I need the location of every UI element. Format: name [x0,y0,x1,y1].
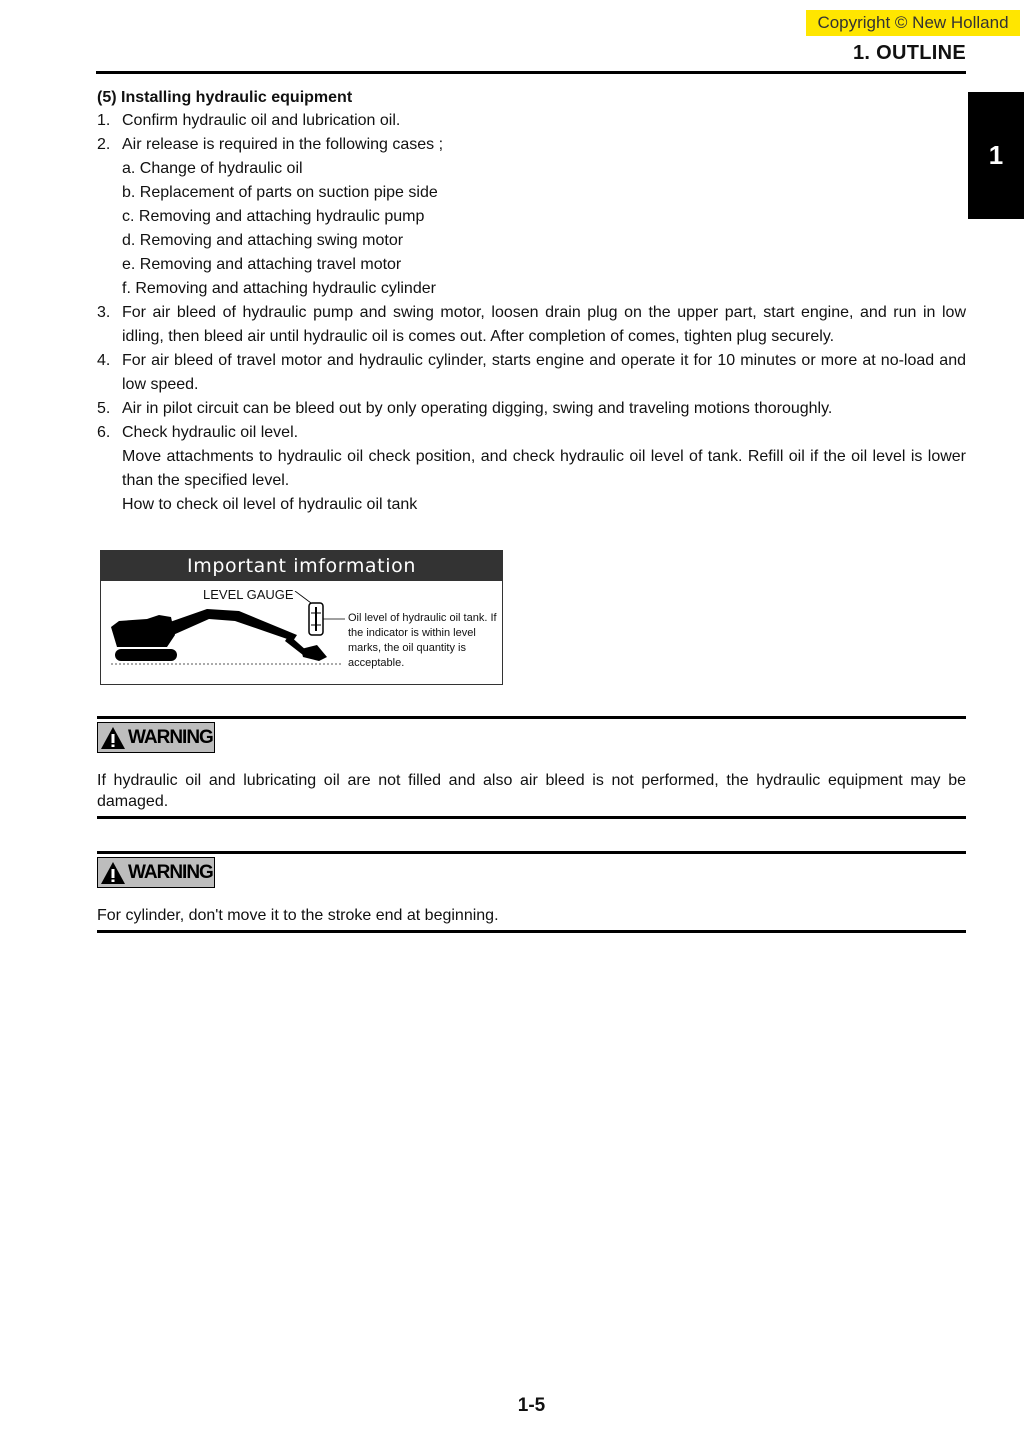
procedure-heading: (5) Installing hydraulic equipment [97,89,353,106]
case-item: e. Removing and attaching travel motor [122,256,402,273]
warning-triangle-icon [100,861,126,885]
warning-block-1 [97,716,966,819]
chapter-tab: 1 [968,92,1024,219]
case-item: d. Removing and attaching swing motor [122,232,404,249]
step-number: 1. [97,112,111,129]
step-number: 5. [97,400,111,417]
step-text: Confirm hydraulic oil and lubrication oil. [122,112,401,129]
step-5 [97,397,966,421]
warning-label: WARNING [128,726,213,748]
warning-bottom-rule [97,816,966,819]
step-number: 2. [97,136,111,153]
step-1 [97,109,966,133]
case-item: c. Removing and attaching hydraulic pump [122,208,425,225]
section-header: 1. OUTLINE [852,42,966,64]
warning-text: For cylinder, don't move it to the stroke end at beginning. [97,907,499,924]
step-4 [97,349,966,397]
procedure-content [97,88,966,517]
level-gauge-description: Oil level of hydraulic oil tank. If the indicator is within level marks, the oil quantity is acceptable. [348,612,497,669]
case-item: f. Removing and attaching hydraulic cylinder [122,280,436,297]
case-item: a. Change of hydraulic oil [122,160,303,177]
warning-block-2 [97,851,966,933]
step-6-note: Move attachments to hydraulic oil check position, and check hydraulic oil level of tank. Refill oil if the oil level is lower than the specified level. [122,448,966,489]
warning-badge [97,722,215,753]
step-number: 6. [97,424,111,441]
step-text: For air bleed of travel motor and hydraulic cylinder, starts engine and operate it for 10 minutes or more at no-load and low speed. [122,352,966,393]
case-item: b. Replacement of parts on suction pipe side [122,184,438,201]
page-number: 1-5 [517,1395,546,1416]
warning-triangle-icon [100,726,126,750]
step-text: Air in pilot circuit can be bleed out by only operating digging, swing and traveling motions thoroughly. [122,400,833,417]
step-2 [97,133,966,157]
step-6-note: How to check oil level of hydraulic oil tank [122,496,418,513]
step-text: Air release is required in the following cases ; [122,136,444,153]
level-gauge-label: LEVEL GAUGE [203,587,294,602]
important-information-box [100,550,503,685]
copyright-banner: Copyright © New Holland [806,10,1020,36]
step-3 [97,301,966,349]
warning-label: WARNING [128,861,213,883]
warning-badge [97,857,215,888]
warning-text: If hydraulic oil and lubricating oil are not filled and also air bleed is not performed, the hydraulic equipment may be damaged. [97,772,966,810]
excavator-level-gauge-illustration [107,591,347,671]
header-rule [96,71,966,74]
step-text: Check hydraulic oil level. [122,424,299,441]
warning-bottom-rule [97,930,966,933]
step-6 [97,421,966,445]
step-number: 4. [97,352,111,369]
warning-top-rule [97,716,966,719]
warning-top-rule [97,851,966,854]
info-box-title: Important imformation [101,551,502,581]
step-number: 3. [97,304,111,321]
step-text: For air bleed of hydraulic pump and swing motor, loosen drain plug on the upper part, start engine, and run in low idling, then bleed air until hydraulic oil is comes out. After completion of comes, tighten plug securely. [122,304,966,345]
